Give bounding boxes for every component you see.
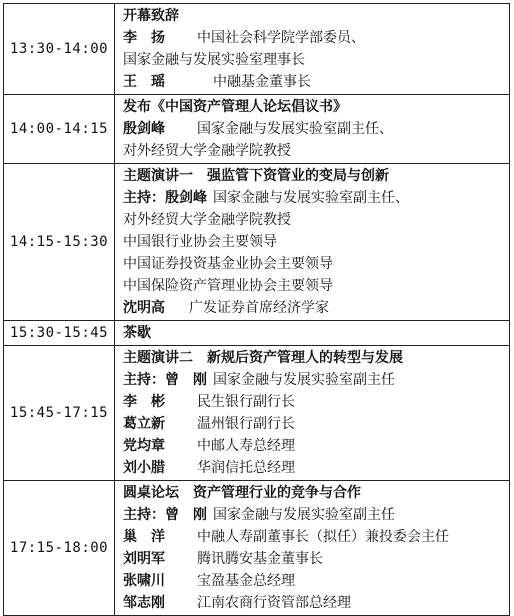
speaker-name: 邹志刚 bbox=[123, 595, 165, 611]
speaker-role: 中融基金董事长 bbox=[213, 74, 311, 90]
session-content bbox=[115, 346, 510, 481]
session-title: 发布《中国资产管理人论坛倡议书》 bbox=[123, 99, 347, 115]
speaker-org: 中国证券投资基金业协会主要领导 bbox=[123, 256, 333, 272]
host-role-continued: 对外经贸大学金融学院教授 bbox=[123, 212, 291, 228]
session-content bbox=[115, 321, 510, 346]
speaker-name: 殷剑峰 bbox=[123, 121, 165, 137]
speaker-role: 国家金融与发展实验室副主任、 bbox=[197, 121, 393, 137]
time-slot: 15:45-17:15 bbox=[4, 346, 115, 481]
session-title: 主题演讲二 新规后资产管理人的转型与发展 bbox=[123, 350, 403, 366]
agenda-row bbox=[4, 321, 510, 346]
speaker-name: 李 扬 bbox=[123, 30, 165, 46]
speaker-line bbox=[123, 71, 509, 93]
speaker-name: 沈明高 bbox=[123, 300, 165, 316]
time-slot: 15:30-15:45 bbox=[4, 321, 115, 346]
host-line bbox=[123, 187, 509, 209]
host-line bbox=[123, 504, 509, 526]
session-title: 圆桌论坛 资产管理行业的竞争与合作 bbox=[123, 485, 361, 501]
speaker-org: 中国银行业协会主要领导 bbox=[123, 234, 277, 250]
session-content bbox=[115, 164, 510, 321]
speaker-name: 葛立新 bbox=[123, 416, 165, 432]
speaker-role: 中邮人寿总经理 bbox=[197, 438, 295, 454]
speaker-role-continued: 对外经贸大学金融学院教授 bbox=[123, 143, 291, 159]
host-role: 国家金融与发展实验室副主任 bbox=[213, 507, 395, 523]
host-name: 主持：曾 刚 bbox=[123, 372, 207, 388]
speaker-role: 广发证券首席经济学家 bbox=[189, 300, 329, 316]
speaker-role: 中国社会科学院学部委员、 bbox=[197, 30, 365, 46]
speaker-line bbox=[123, 592, 509, 614]
agenda-row bbox=[4, 346, 510, 481]
speaker-role: 中融人寿副董事长（拟任）兼投委会主任 bbox=[197, 529, 449, 545]
session-title: 主题演讲一 强监管下资管业的变局与创新 bbox=[123, 168, 389, 184]
session-title: 茶歇 bbox=[123, 325, 151, 341]
speaker-line bbox=[123, 526, 509, 548]
speaker-role: 民生银行副行长 bbox=[197, 394, 295, 410]
speaker-line bbox=[123, 297, 509, 319]
session-content bbox=[115, 95, 510, 164]
time-slot: 17:15-18:00 bbox=[4, 481, 115, 616]
speaker-name: 刘明军 bbox=[123, 551, 165, 567]
speaker-line bbox=[123, 413, 509, 435]
speaker-name: 张啸川 bbox=[123, 573, 165, 589]
host-name: 主持：曾 刚 bbox=[123, 507, 207, 523]
host-line bbox=[123, 369, 509, 391]
speaker-role: 宝盈基金总经理 bbox=[197, 573, 295, 589]
speaker-line bbox=[123, 118, 509, 140]
speaker-org: 中国保险资产管理业协会主要领导 bbox=[123, 278, 333, 294]
speaker-line bbox=[123, 457, 509, 479]
speaker-role: 腾讯腾安基金董事长 bbox=[197, 551, 323, 567]
agenda-row bbox=[4, 95, 510, 164]
speaker-line bbox=[123, 391, 509, 413]
speaker-line bbox=[123, 548, 509, 570]
agenda-row bbox=[4, 164, 510, 321]
agenda-table bbox=[3, 3, 510, 616]
speaker-name: 巢 洋 bbox=[123, 529, 165, 545]
speaker-name: 王 瑶 bbox=[123, 74, 165, 90]
speaker-role: 温州银行副行长 bbox=[197, 416, 295, 432]
speaker-line bbox=[123, 435, 509, 457]
speaker-name: 刘小腊 bbox=[123, 460, 165, 476]
speaker-name: 李 彬 bbox=[123, 394, 165, 410]
time-slot: 13:30-14:00 bbox=[4, 4, 115, 95]
speaker-role: 江南农商行资管部总经理 bbox=[197, 595, 351, 611]
session-title: 开幕致辞 bbox=[123, 8, 179, 24]
speaker-role-continued: 国家金融与发展实验室理事长 bbox=[123, 52, 305, 68]
agenda-row bbox=[4, 481, 510, 616]
session-content bbox=[115, 4, 510, 95]
time-slot: 14:15-15:30 bbox=[4, 164, 115, 321]
host-role: 国家金融与发展实验室副主任 bbox=[213, 372, 395, 388]
host-name: 主持：殷剑峰 bbox=[123, 190, 207, 206]
session-content bbox=[115, 481, 510, 616]
host-role: 国家金融与发展实验室副主任、 bbox=[213, 190, 409, 206]
speaker-role: 华润信托总经理 bbox=[197, 460, 295, 476]
agenda-row bbox=[4, 4, 510, 95]
speaker-line bbox=[123, 570, 509, 592]
speaker-name: 党均章 bbox=[123, 438, 165, 454]
time-slot: 14:00-14:15 bbox=[4, 95, 115, 164]
speaker-line bbox=[123, 27, 509, 49]
